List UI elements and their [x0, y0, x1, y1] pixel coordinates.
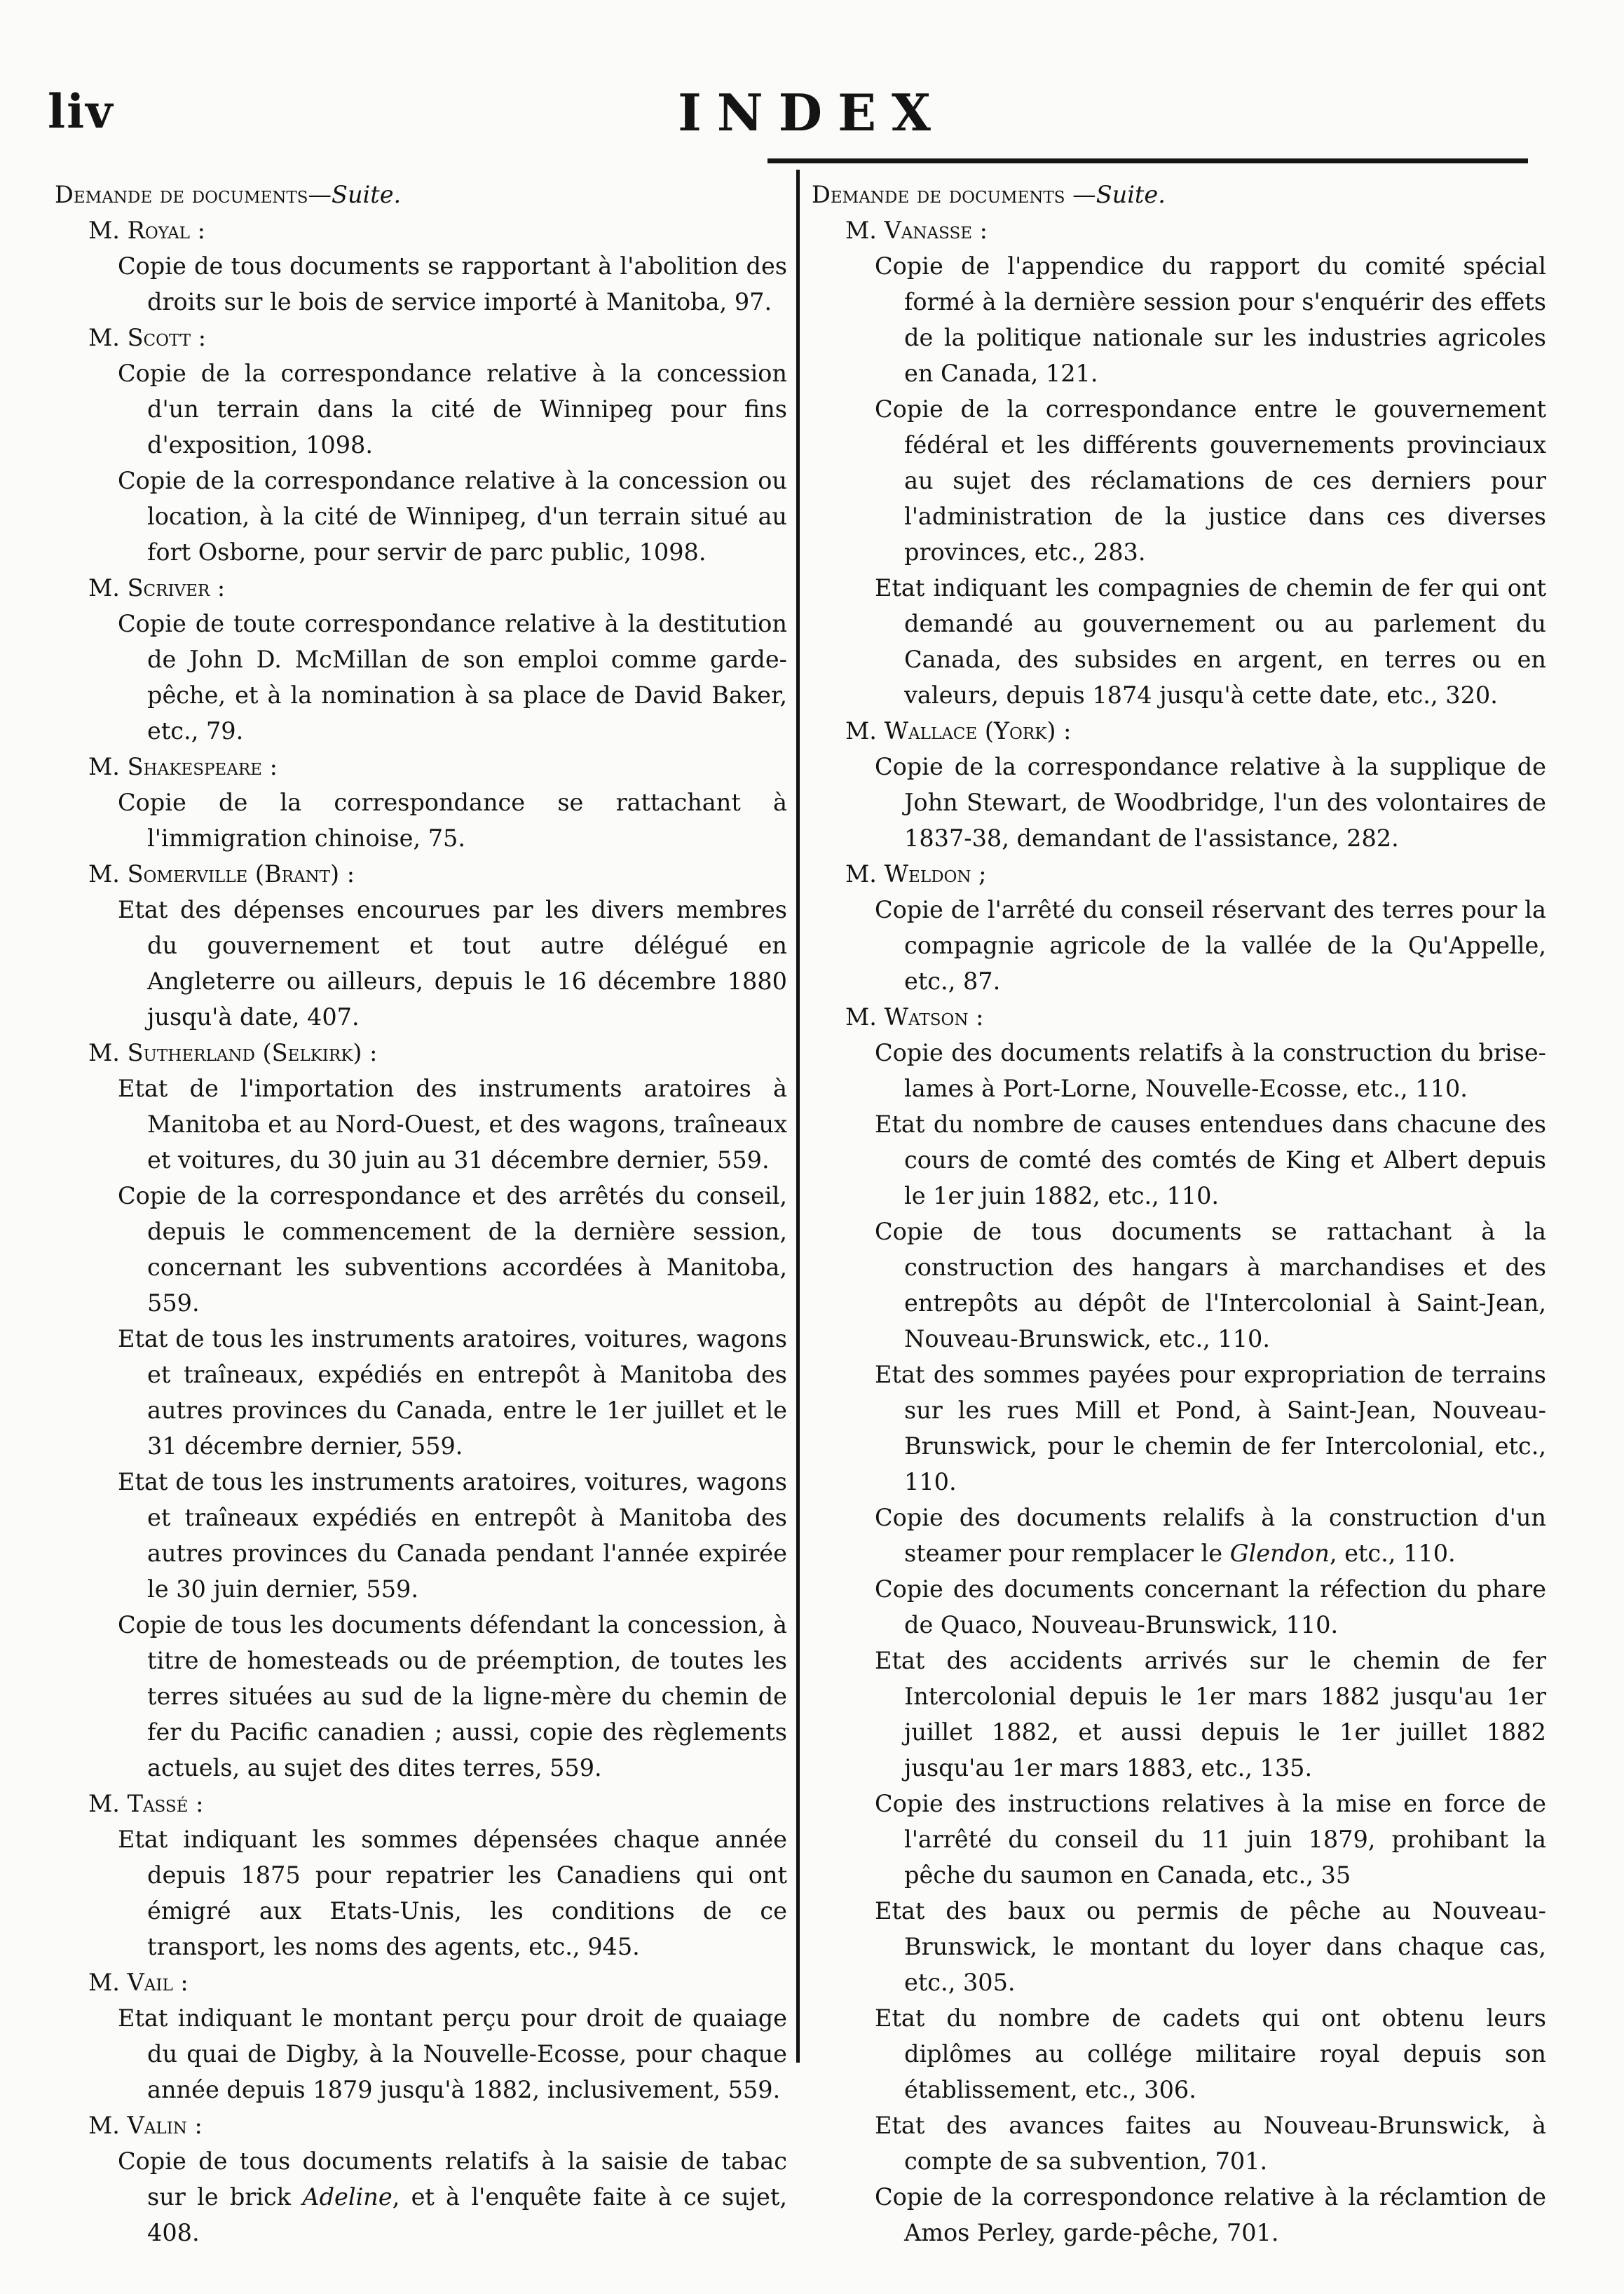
member-name: M. Somerville (Brant) :: [88, 860, 355, 888]
member-name: M. Royal :: [88, 217, 205, 244]
section-heading-text: Demande de documents—: [55, 181, 332, 208]
left-column: [55, 177, 787, 2251]
member-name: M. Valin :: [88, 2112, 203, 2139]
page-title: INDEX: [678, 83, 946, 142]
index-entry: Copie de la correspondance entre le gouvernement fédéral et les différents gouvernements provinciaux au sujet des réclamations de ces derniers pour l'administration de la justice dans ces diverses provinces, etc., 283.: [875, 395, 1546, 566]
index-entry: Copie de toute correspondance relative à la destitution de John D. McMillan de son emploi comme garde-pêche, et à la nomination à sa place de David Baker, etc., 79.: [118, 610, 787, 745]
right-column: [812, 177, 1546, 2251]
index-entry: Etat des dépenses encourues par les divers membres du gouvernement et tout autre délégué en Angleterre ou ailleurs, depuis le 16 décembre 1880 jusqu'à date, 407.: [118, 896, 787, 1031]
index-entry: Etat du nombre de cadets qui ont obtenu leurs diplômes au collége militaire royal depuis son établissement, etc., 306.: [875, 2004, 1546, 2103]
index-entry: Copie de tous documents se rapportant à l'abolition des droits sur le bois de service importé à Manitoba, 97.: [118, 252, 787, 315]
header-rule: [767, 158, 1528, 163]
index-entry: Copie des documents concernant la réfection du phare de Quaco, Nouveau-Brunswick, 110.: [875, 1575, 1546, 1638]
member-name: M. Vail :: [88, 1969, 189, 1996]
member-name: M. Wallace (York) :: [845, 717, 1072, 745]
column-divider: [796, 170, 800, 2063]
section-suite: Suite.: [332, 181, 402, 208]
member-name: M. Tassé :: [88, 1790, 204, 1817]
index-entry: Etat indiquant les compagnies de chemin de fer qui ont demandé au gouvernement ou au parlement du Canada, des subsides en argent, en terres ou en valeurs, depuis 1874 jusqu'à cette date, etc., 320.: [875, 574, 1546, 709]
index-entry: Etat indiquant le montant perçu pour droit de quaiage du quai de Digby, à la Nouvelle-Ecosse, pour chaque année depuis 1879 jusqu'à 1882, inclusivement, 559.: [118, 2004, 787, 2103]
index-entry: Copie de la correspondance se rattachant à l'immigration chinoise, 75.: [118, 789, 787, 852]
index-entry: Copie de la correspondance relative à la concession d'un terrain dans la cité de Winnipeg pour fins d'exposition, 1098.: [118, 360, 787, 459]
index-entry: Etat de tous les instruments aratoires, voitures, wagons et traîneaux, expédiés en entrepôt à Manitoba des autres provinces du Canada, entre le 1er juillet et le 31 décembre dernier, 559.: [118, 1325, 787, 1460]
section-heading-text: Demande de documents —: [812, 181, 1096, 208]
index-entry: Copie des documents relatifs à la construction du brise-lames à Port-Lorne, Nouvelle-Ecosse, etc., 110.: [875, 1039, 1546, 1102]
index-entry: Etat du nombre de causes entendues dans chacune des cours de comté des comtés de King et Albert depuis le 1er juin 1882, etc., 110.: [875, 1111, 1546, 1209]
section-suite: Suite.: [1096, 181, 1166, 208]
index-entry: Copie de la correspondonce relative à la réclamtion de Amos Perley, garde-pêche, 701.: [875, 2183, 1546, 2246]
index-entry: Etat des sommes payées pour expropriation de terrains sur les rues Mill et Pond, à Saint-Jean, Nouveau-Brunswick, pour le chemin de fer Intercolonial, etc., 110.: [875, 1361, 1546, 1495]
member-name: M. Shakespeare :: [88, 753, 278, 780]
index-entry: Copie de l'arrêté du conseil réservant des terres pour la compagnie agricole de la vallée de la Qu'Appelle, etc., 87.: [875, 896, 1546, 995]
member-name: M. Scott :: [88, 324, 207, 351]
index-entry: Copie de tous documents se rattachant à la construction des hangars à marchandises et des entrepôts au dépôt de l'Intercolonial à Saint-Jean, Nouveau-Brunswick, etc., 110.: [875, 1218, 1546, 1352]
index-entry: Etat de tous les instruments aratoires, voitures, wagons et traîneaux expédiés en entrepôt à Manitoba des autres provinces du Canada pendant l'année expirée le 30 juin dernier, 559.: [118, 1468, 787, 1603]
section-heading: [55, 177, 787, 212]
member-name: M. Vanasse :: [845, 217, 988, 244]
member-name: M. Weldon ;: [845, 860, 987, 888]
index-entry: Etat des accidents arrivés sur le chemin de fer Intercolonial depuis le 1er mars 1882 jusqu'au 1er juillet 1882, et aussi depuis le 1er juillet 1882 jusqu'au 1er mars 1883, etc., 135.: [875, 1647, 1546, 1781]
member-name: M. Watson :: [845, 1003, 984, 1031]
index-entry: Copie de tous les documents défendant la concession, à titre de homesteads ou de préemption, de toutes les terres situées au sud de la ligne-mère du chemin de fer du Pacific canadien ; aussi, copie des règlements actuels, au sujet des dites terres, 559.: [118, 1611, 787, 1781]
index-entry: Copie de tous documents relatifs à la saisie de tabac sur le brick Adeline, et à l'enquête faite à ce sujet, 408.: [118, 2147, 787, 2246]
index-entry: Copie de la correspondance relative à la supplique de John Stewart, de Woodbridge, l'un des volontaires de 1837-38, demandant de l'assistance, 282.: [875, 753, 1546, 852]
index-entry: Copie des instructions relatives à la mise en force de l'arrêté du conseil du 11 juin 1879, prohibant la pêche du saumon en Canada, etc., 35: [875, 1790, 1546, 1889]
member-name: M. Scriver :: [88, 574, 226, 602]
index-entry: Copie de l'appendice du rapport du comité spécial formé à la dernière session pour s'enquérir des effets de la politique nationale sur les industries agricoles en Canada, 121.: [875, 252, 1546, 387]
member-name: M. Sutherland (Selkirk) :: [88, 1039, 378, 1066]
index-entry: Etat des baux ou permis de pêche au Nouveau-Brunswick, le montant du loyer dans chaque cas, etc., 305.: [875, 1897, 1546, 1996]
section-heading: [812, 177, 1546, 212]
index-entry: Etat indiquant les sommes dépensées chaque année depuis 1875 pour repatrier les Canadiens qui ont émigré aux Etats-Unis, les conditions de ce transport, les noms des agents, etc., 945.: [118, 1826, 787, 1960]
index-entry: Etat de l'importation des instruments aratoires à Manitoba et au Nord-Ouest, et des wagons, traîneaux et voitures, du 30 juin au 31 décembre dernier, 559.: [118, 1075, 787, 1174]
index-entry: Copie de la correspondance et des arrêtés du conseil, depuis le commencement de la dernière session, concernant les subventions accordées à Manitoba, 559.: [118, 1182, 787, 1317]
index-entry: Copie de la correspondance relative à la concession ou location, à la cité de Winnipeg, d'un terrain situé au fort Osborne, pour servir de parc public, 1098.: [118, 467, 787, 566]
index-entry: Etat des avances faites au Nouveau-Brunswick, à compte de sa subvention, 701.: [875, 2112, 1546, 2175]
index-entry: Copie des documents relalifs à la construction d'un steamer pour remplacer le Glendon, etc., 110.: [875, 1504, 1546, 1567]
page-number: liv: [48, 84, 114, 139]
